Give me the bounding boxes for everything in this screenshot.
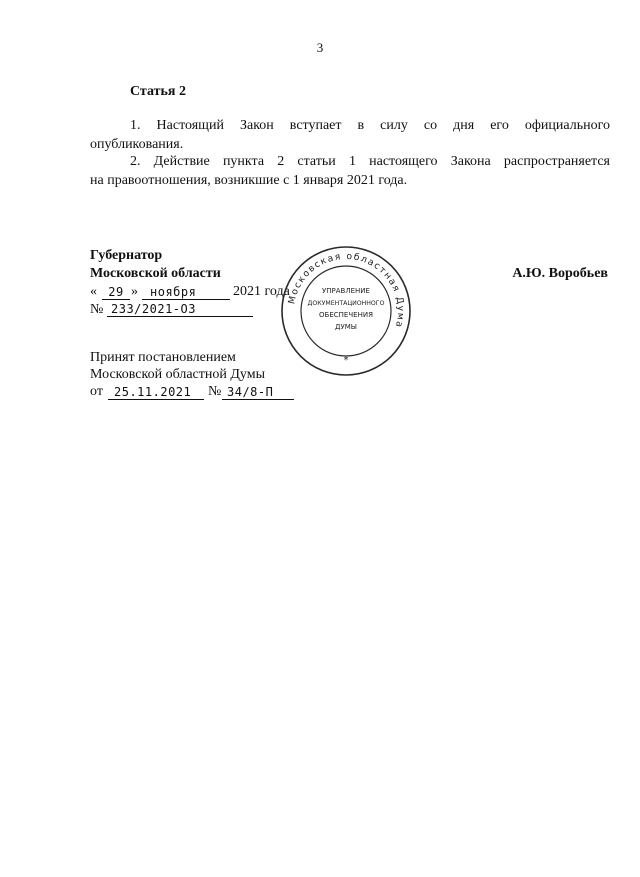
adoption-date-field: 25.11.2021 <box>108 385 204 400</box>
stamp-center-line-4: ДУМЫ <box>335 323 357 331</box>
adoption-number-field: 34/8-П <box>222 385 294 400</box>
signatory-name: А.Ю. Воробьев <box>512 266 608 281</box>
adoption-line-1: Принят постановлением <box>90 350 236 365</box>
paragraph-2 <box>90 152 610 190</box>
adoption-number-label: № <box>208 384 222 399</box>
paragraph-1-line-1: 1. Настоящий Закон вступает в силу со дня его официального <box>130 118 610 133</box>
adoption-from-label: от <box>90 384 103 399</box>
signature-month-field: ноября <box>142 285 230 300</box>
signature-title-line-2: Московской области <box>90 266 221 281</box>
official-stamp <box>280 245 412 377</box>
signature-title-line-1: Губернатор <box>90 248 163 263</box>
paragraph-1-line-2: опубликования. <box>90 137 184 152</box>
stamp-center-line-3: ОБЕСПЕЧЕНИЯ <box>319 311 373 319</box>
paragraph-2-line-1: 2. Действие пункта 2 статьи 1 настоящего Закона распространяется <box>130 154 610 169</box>
adoption-line-2: Московской областной Думы <box>90 367 265 382</box>
paragraph-1 <box>90 116 610 154</box>
page-number: 3 <box>316 40 324 55</box>
paragraph-2-line-2: на правоотношения, возникшие с 1 января 2021 года. <box>90 173 408 188</box>
signature-year: 2021 года <box>233 284 290 299</box>
article-title: Статья 2 <box>130 84 186 99</box>
stamp-star: * <box>343 355 349 366</box>
signature-number-field: 233/2021-ОЗ <box>107 302 253 317</box>
stamp-ring-text: Московская областная Дума <box>286 250 407 330</box>
signature-day-field: 29 <box>102 285 130 300</box>
stamp-center-line-1: УПРАВЛЕНИЕ <box>322 287 370 295</box>
stamp-center-line-2: ДОКУМЕНТАЦИОННОГО <box>307 300 385 307</box>
date-open-quote: « <box>90 284 97 299</box>
date-close-quote: » <box>131 284 138 299</box>
signature-number-label: № <box>90 302 104 317</box>
